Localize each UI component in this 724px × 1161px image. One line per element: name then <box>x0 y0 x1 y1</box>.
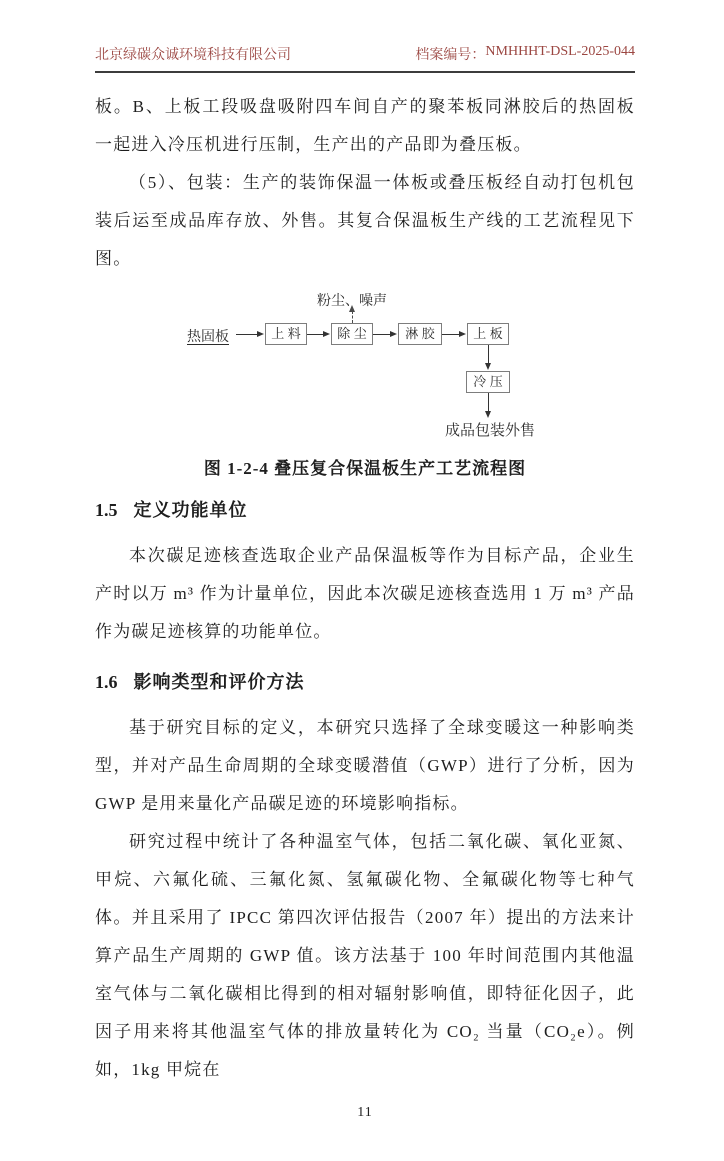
flow-input-label: 热固板 <box>187 328 229 344</box>
flow-step-feeding: 上 料 <box>265 323 307 345</box>
section-1-6-paragraph-1: 基于研究目标的定义，本研究只选择了全球变暖这一种影响类型，并对产品生命周期的全球变暖潜值（GWP）进行了分析，因为 GWP 是用来量化产品碳足迹的环境影响指标。 <box>95 718 635 813</box>
section-heading-1-5 <box>95 496 635 522</box>
process-flowchart <box>95 286 635 444</box>
flow-step-dedusting: 除 尘 <box>331 323 373 345</box>
flow-step-cold-press: 冷 压 <box>466 371 510 393</box>
flow-arrow-4 <box>442 334 460 335</box>
section-title: 影响类型和评价方法 <box>133 672 305 692</box>
flow-arrow-down-2 <box>488 393 489 412</box>
flow-emission-label: 粉尘、噪声 <box>317 292 387 308</box>
file-number-label: 档案编号： <box>415 48 486 63</box>
section-number: 1.5 <box>95 500 118 520</box>
page-number: 11 <box>357 1105 373 1120</box>
flow-arrow-3 <box>373 334 391 335</box>
dashed-up-arrow <box>352 311 353 323</box>
flow-output-label: 成品包装外售 <box>445 422 536 439</box>
paragraph-continued: 板。B、上板工段吸盘吸附四车间自产的聚苯板同淋胶后的热固板一起进入冷压机进行压制，生产出的产品即为叠压板。 <box>95 97 635 154</box>
section-number: 1.6 <box>95 672 118 692</box>
flow-step-gluing: 淋 胶 <box>398 323 442 345</box>
paragraph-packaging: （5）、包装：生产的装饰保温一体板或叠压板经自动打包机包装后运至成品库存放、外售。其复合保温板生产线的工艺流程见下图。 <box>95 173 635 268</box>
page-header <box>95 44 635 73</box>
flow-step-boarding: 上 板 <box>467 323 509 345</box>
section-title: 定义功能单位 <box>133 500 248 520</box>
section-heading-1-6 <box>95 668 635 694</box>
section-1-6-paragraph-2: 研究过程中统计了各种温室气体，包括二氧化碳、氧化亚氮、甲烷、六氟化硫、三氟化氮、氢氟碳化物、全氟碳化物等七种气体。并且采用了 IPCC 第四次评估报告（2007 年）提出的方法来计算产品生产周期的 GWP 值。该方法基于 100 年时间范围内其他温室气体与二氧化碳相比得到的相对辐射影响值，即特征化因子，此因子用来将其他温室气体的排放量转化为 CO₂ 当量（CO₂e）。例如，1kg 甲烷在 <box>95 832 635 1079</box>
file-number-group <box>415 44 635 64</box>
figure-caption: 图 1-2-4 叠压复合保温板生产工艺流程图 <box>203 459 527 478</box>
section-1-5-paragraph: 本次碳足迹核查选取企业产品保温板等作为目标产品，企业生产时以万 m³ 作为计量单位，因此本次碳足迹核查选用 1 万 m³ 产品作为碳足迹核算的功能单位。 <box>95 546 635 641</box>
flow-arrow-2 <box>307 334 324 335</box>
flow-arrow-1 <box>236 334 258 335</box>
flow-arrow-down-1 <box>488 345 489 364</box>
company-name: 北京绿碳众诚环境科技有限公司 <box>95 48 291 63</box>
file-number-value: NMHHHT-DSL-2025-044 <box>485 44 635 59</box>
